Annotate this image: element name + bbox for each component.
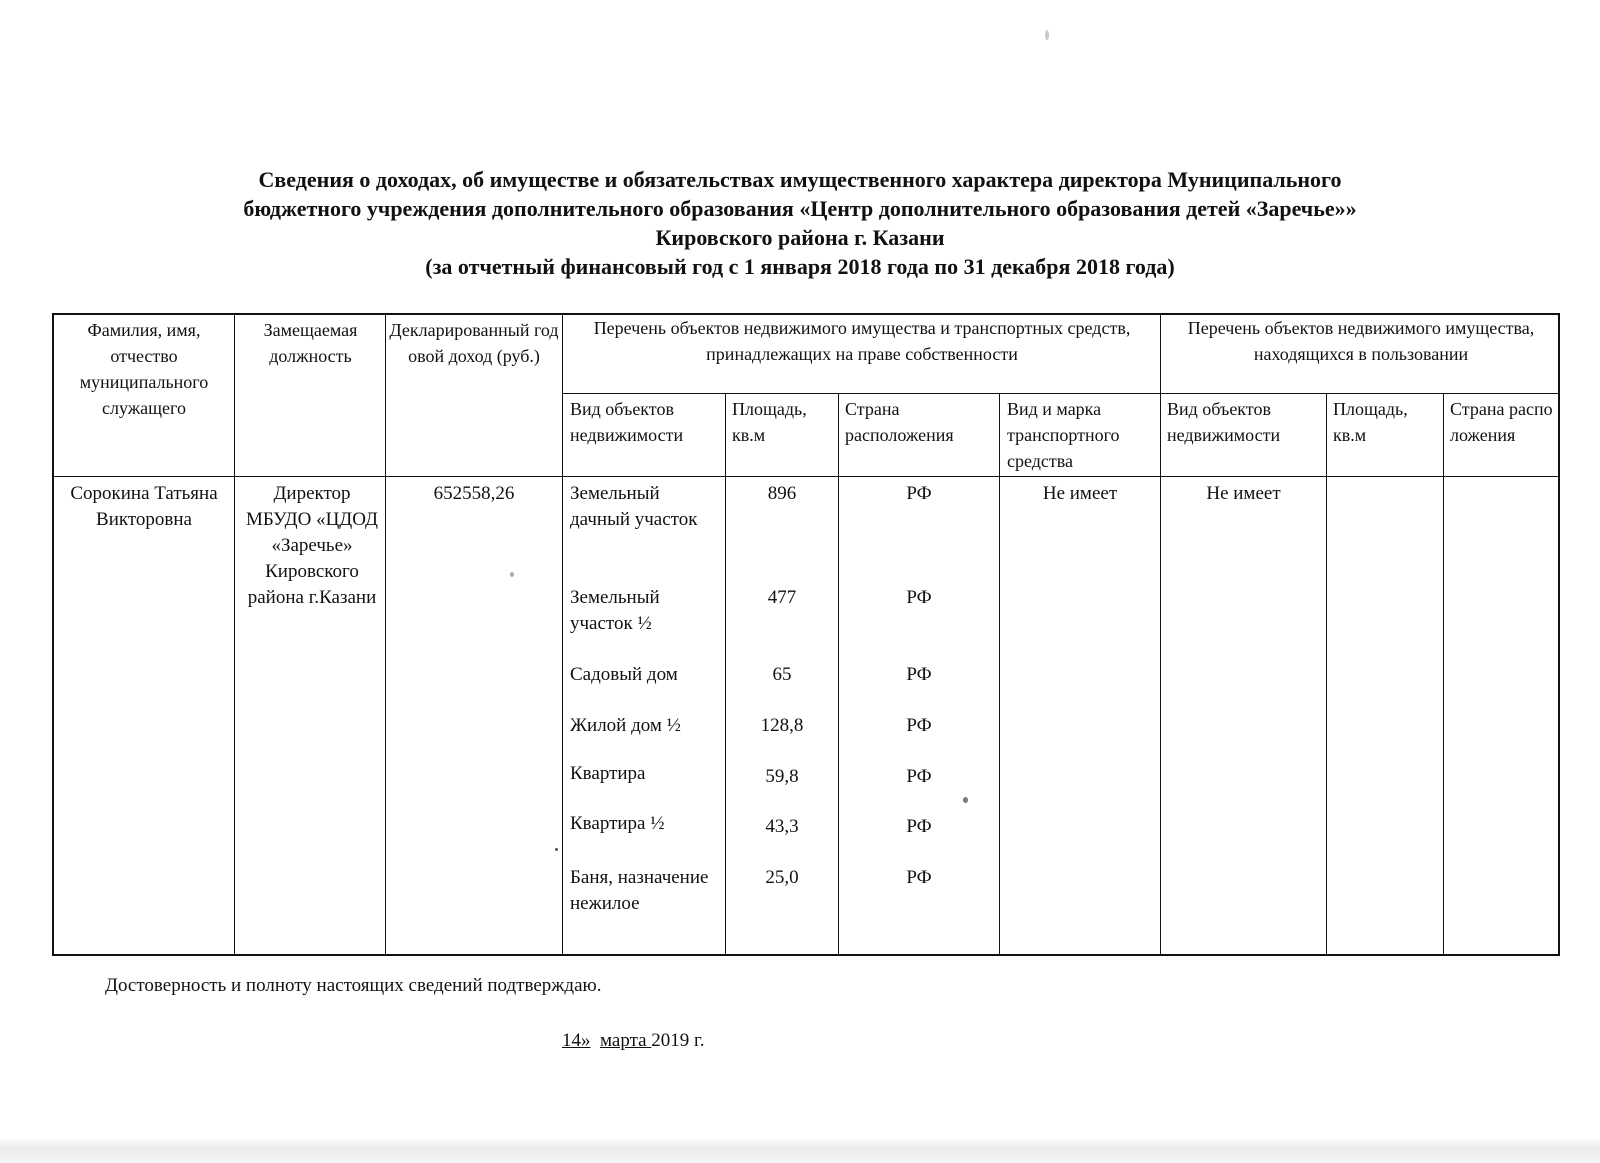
header-owned-type: Вид объектов недвижимости (570, 399, 684, 445)
header-used-area: Площадь, кв.м (1333, 399, 1408, 445)
property-type: Садовый дом (570, 664, 678, 685)
property-area: 65 (772, 664, 792, 685)
row-name: Сорокина Татьяна Викторовна (70, 483, 218, 530)
col-divider-2 (385, 313, 386, 956)
property-area: 128,8 (760, 715, 804, 736)
date-year: 2019 г. (651, 1030, 705, 1051)
header-bottom-divider (52, 476, 1560, 477)
col-divider-7 (1160, 313, 1161, 956)
title-line-4: (за отчетный финансовый год с 1 января 2018 года по 31 декабря 2018 года) (425, 254, 1175, 279)
property-type: Земельный участок ½ (570, 587, 660, 634)
property-area: 896 (767, 483, 797, 504)
property-area: 25,0 (765, 867, 799, 888)
date-day: 14» (562, 1030, 591, 1051)
row-position: Директор МБУДО «ЦДОД «Заречье» Кировского района г.Казани (245, 483, 379, 608)
scan-speck (510, 572, 514, 577)
property-type: Квартира (570, 763, 646, 784)
header-owned-group: Перечень объектов недвижимого имущества и транспортных средств, принадлежащих на праве собственности (593, 318, 1131, 364)
col-divider-9 (1443, 393, 1444, 956)
header-name: Фамилия, имя, отчество муниципального служащего (79, 320, 209, 418)
property-area: 59,8 (765, 766, 799, 787)
table-border-right (1558, 313, 1560, 956)
header-used-type: Вид объектов недвижимости (1167, 399, 1281, 445)
signature-date (562, 1030, 704, 1052)
title-line-1: Сведения о доходах, об имуществе и обязательствах имущественного характера директора Муниципального (258, 167, 1342, 192)
property-country: РФ (906, 664, 932, 685)
header-used-country: Страна расположения (1450, 399, 1553, 445)
property-country: РФ (906, 483, 932, 504)
date-month: марта (600, 1030, 652, 1051)
title-line-3: Кировского района г. Казани (655, 225, 945, 250)
header-used-group: Перечень объектов недвижимого имущества, находящихся в пользовании (1187, 318, 1535, 364)
property-type: Баня, назначение нежилое (570, 867, 709, 914)
col-divider-8 (1326, 393, 1327, 956)
header-owned-country: Страна расположения (845, 399, 954, 445)
scan-speck (1045, 30, 1049, 40)
scan-edge (0, 1138, 1600, 1163)
property-country: РФ (906, 816, 932, 837)
header-position: Замещаемая должность (263, 320, 358, 366)
col-divider-3 (562, 313, 563, 956)
header-vehicle: Вид и марка транспортного средства (1007, 399, 1120, 471)
property-country: РФ (906, 867, 932, 888)
property-type: Земельный дачный участок (570, 483, 698, 530)
header-owned-area: Площадь, кв.м (732, 399, 807, 445)
row-used-type: Не имеет (1206, 483, 1281, 504)
property-area: 43,3 (765, 816, 799, 837)
scan-speck (963, 797, 968, 803)
scan-speck (555, 848, 558, 851)
confirmation-text: Достоверность и полноту настоящих сведений подтверждаю. (105, 975, 602, 996)
title-line-2: бюджетного учреждения дополнительного образования «Центр дополнительного образования детей «Заречье»» (243, 196, 1357, 221)
subheader-divider (562, 393, 1558, 394)
income-declaration-table (52, 313, 1560, 956)
property-country: РФ (906, 715, 932, 736)
property-type: Квартира ½ (570, 813, 665, 834)
row-income: 652558,26 (433, 483, 515, 504)
document-title (60, 165, 1540, 281)
col-divider-1 (234, 313, 235, 956)
header-income: Декларированный годовой доход (руб.) (389, 320, 559, 366)
property-type: Жилой дом ½ (570, 715, 681, 736)
table-border-bottom (52, 954, 1560, 956)
property-country: РФ (906, 587, 932, 608)
property-area: 477 (767, 587, 797, 608)
col-divider-6 (999, 393, 1000, 956)
row-vehicle: Не имеет (1042, 483, 1118, 504)
table-border-left (52, 313, 54, 956)
property-country: РФ (906, 766, 932, 787)
